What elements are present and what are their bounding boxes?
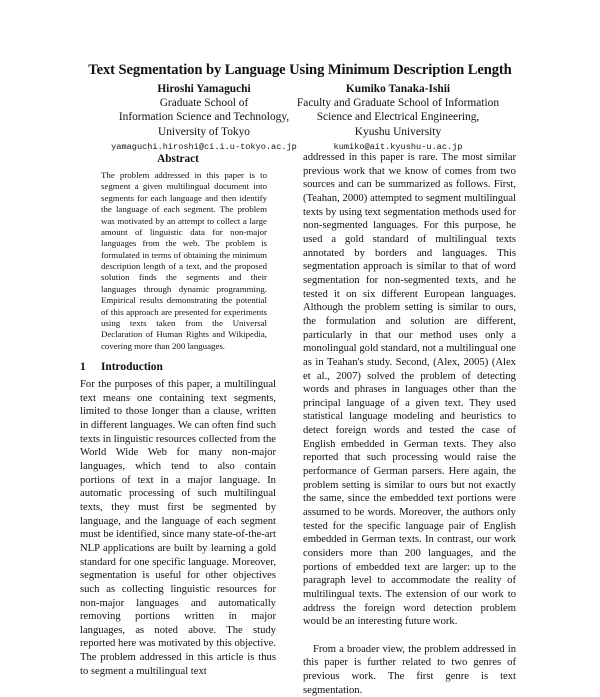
- author-email[interactable]: kumiko@ait.kyushu-u.ac.jp: [333, 141, 463, 152]
- abstract-heading: Abstract: [157, 153, 199, 165]
- paper-title: Text Segmentation by Language Using Minimum Description Length: [88, 62, 512, 78]
- author-name: Hiroshi Yamaguchi: [157, 83, 251, 95]
- section-number: 1: [80, 361, 86, 373]
- author-affiliation-line: Information Science and Technology,: [118, 111, 290, 124]
- author-affiliation-line: Kyushu University: [354, 125, 442, 138]
- intro-paragraph: For the purposes of this paper, a multilingual text means one containing text segments, limited to those longer than a clause, written in different languages. We can often find such texts in linguistic resources collected from the World Wide Web for many non-major languages, which tend to also contain portions of text in a major language. In automatic processing of such multilingual texts, they must first be segmented by language, and the language of each segment must be identified, since many state-of-the-art NLP applications are built by learning a gold standard for one specific language. Moreover, segmentation is useful for other objectives such as collecting linguistic resources for non-major languages and automatically removing portions written in major languages, as noted above. The study reported here was motivated by this objective. The problem addressed in this article is thus to segment a multilingual text: [80, 379, 276, 677]
- author-affiliation-line: Faculty and Graduate School of Information: [296, 97, 500, 110]
- author-name: Kumiko Tanaka-Ishii: [345, 83, 451, 95]
- intro-paragraph: From a broader view, the problem addressed in this paper is further related to two genres of previous work. The first genre is text segmentation.: [303, 643, 516, 696]
- section-title: Introduction: [101, 361, 163, 373]
- author-affiliation-line: Science and Electrical Engineering,: [316, 111, 480, 124]
- author-affiliation-line: Graduate School of: [159, 97, 249, 110]
- body-column-left: [80, 378, 276, 678]
- abstract-text: The problem addressed in this paper is to segment a given multilingual document into segments for each language and then identify the language of each segment. The problem was motivated by an attempt to collect a large amount of linguistic data for non-major languages from the web. The problem is formulated in terms of obtaining the minimum description length of a text, and the proposed solution finds the segments and their languages through dynamic programming. Empirical results demonstrating the potential of this approach are presented for experiments using texts taken from the Universal Declaration of Human Rights and Wikipedia, covering more than 200 languages.: [101, 170, 267, 351]
- intro-paragraph: addressed in this paper is rare. The most similar previous work that we know of comes from two sources and can be summarized as follows. First, (Teahan, 2000) attempted to segment multilingual texts by using text segmentation methods used for non-segmented languages. For this purpose, he used a gold standard of multilingual texts annotated by borders and languages. This segmentation approach is similar to that of word segmentation for non-segmented texts, and he tested it on six different European languages. Although the problem setting is similar to ours, the formulation and solution are different, particularly in that our method uses only a monolingual gold standard, not a multilingual one as in Teahan's study. Second, (Alex, 2005) (Alex et al., 2007) solved the problem of detecting words and phrases in languages other than the principal language of a given text. They used statistical language modeling and heuristics to detect foreign words and tested the case of English embedded in German texts. They also reported that such processing would raise the performance of German parsers. Here again, the problem setting is similar to ours but not exactly the same, since the embedded text portions were assumed to be words. Moreover, the authors only tested for the specific language pair of English embedded in German texts. In contrast, our work considers more than 200 languages, and the portions of embedded text are larger: up to the paragraph level to accommodate the reality of multilingual texts. The extension of our work to address the foreign word detection problem would be an interesting future work.: [303, 152, 516, 628]
- author-email[interactable]: yamaguchi.hiroshi@ci.i.u-tokyo.ac.jp: [111, 141, 297, 152]
- author-block-2: [283, 82, 513, 154]
- section-heading: [80, 361, 163, 373]
- body-column-right: [303, 151, 516, 697]
- author-affiliation-line: University of Tokyo: [157, 125, 250, 138]
